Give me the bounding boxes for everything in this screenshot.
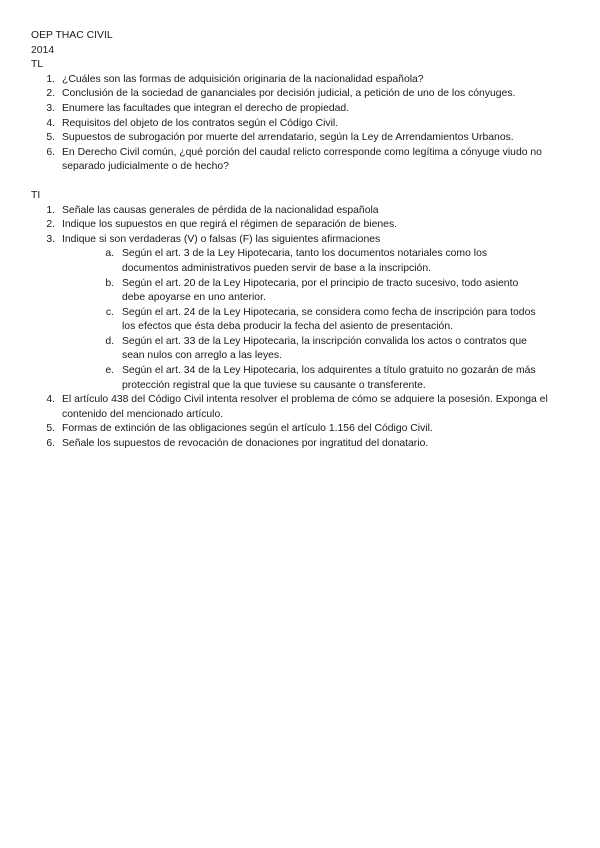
list-item [31, 437, 571, 452]
item-text: Según el art. 24 de la Ley Hipotecaria, se considera como fecha de inscripción para todos los efectos que ésta deba producir la fecha del asiento de presentación. [122, 306, 536, 333]
tl-question-list [31, 73, 571, 175]
item-text: Según el art. 3 de la Ley Hipotecaria, tanto los documentos notariales como los documentos administrativos pueden servir de base a la inscripción. [122, 248, 488, 274]
section-heading-tl: TL [31, 59, 44, 71]
list-item [31, 102, 571, 117]
item-letter: d. [105, 335, 114, 347]
list-item [31, 204, 571, 219]
item-text: Formas de extinción de las obligaciones según el artículo 1.156 del Código Civil. [62, 423, 433, 435]
item-number: 3. [46, 233, 55, 245]
sublist-item [62, 247, 571, 276]
section-spacer [31, 175, 571, 189]
list-item [31, 73, 571, 88]
item-text: Requisitos del objeto de los contratos según el Código Civil. [62, 117, 339, 129]
item-number: 4. [46, 394, 55, 406]
item-text: Señale las causas generales de pérdida de la nacionalidad española [62, 204, 379, 216]
item-text: Indique si son verdaderas (V) o falsas (F) las siguientes afirmaciones [62, 233, 381, 245]
document-body [31, 29, 571, 452]
list-item [31, 87, 571, 102]
list-item [31, 218, 571, 233]
document-year: 2014 [31, 44, 55, 56]
list-item [31, 146, 571, 175]
item-number: 2. [46, 88, 55, 100]
document-title: OEP THAC CIVIL [31, 30, 113, 41]
list-item [31, 117, 571, 132]
item-number: 2. [46, 219, 55, 231]
sublist-item [62, 306, 571, 335]
item-text: Señale los supuestos de revocación de donaciones por ingratitud del donatario. [62, 438, 429, 450]
item-text: Supuestos de subrogación por muerte del arrendatario, según la Ley de Arrendamientos Urbanos. [62, 132, 514, 144]
item-text: ¿Cuáles son las formas de adquisición originaria de la nacionalidad española? [62, 73, 424, 85]
item-letter: e. [105, 365, 114, 377]
item-number: 6. [46, 438, 55, 450]
item-number: 5. [46, 132, 55, 144]
item-number: 1. [46, 204, 55, 216]
item-text: Según el art. 34 de la Ley Hipotecaria, los adquirentes a título gratuito no gozarán de más protección registral que la que tuviese su causante o transferente. [122, 365, 536, 391]
item-text: El artículo 438 del Código Civil intenta resolver el problema de cómo se adquiere la posesión. Exponga el contenido del mencionado artículo. [62, 394, 548, 420]
true-false-sublist [62, 247, 571, 393]
item-text: Según el art. 20 de la Ley Hipotecaria, por el principio de tracto sucesivo, todo asiento debe apoyarse en uno anterior. [122, 277, 519, 304]
item-text: En Derecho Civil común, ¿qué porción del caudal relicto corresponde como legítima a cónyuge viudo no separado judicialmente o de hecho? [62, 146, 542, 173]
item-number: 1. [46, 73, 55, 85]
sublist-item [62, 335, 571, 364]
item-letter: a. [105, 248, 114, 260]
item-text: Según el art. 33 de la Ley Hipotecaria, la inscripción convalida los actos o contratos que sean nulos con arreglo a las leyes. [122, 335, 527, 362]
list-item [31, 422, 571, 437]
item-text: Conclusión de la sociedad de gananciales por decisión judicial, a petición de uno de los cónyuges. [62, 88, 516, 100]
item-letter: b. [105, 277, 114, 289]
item-number: 4. [46, 117, 55, 129]
sublist-item [62, 364, 571, 393]
section-heading-ti: TI [31, 189, 41, 201]
item-letter: c. [105, 306, 114, 318]
list-item [31, 233, 571, 394]
list-item [31, 131, 571, 146]
sublist-item [62, 277, 571, 306]
item-number: 5. [46, 423, 55, 435]
item-text: Enumere las facultades que integran el derecho de propiedad. [62, 102, 350, 114]
list-item [31, 393, 571, 422]
item-text: Indique los supuestos en que regirá el régimen de separación de bienes. [62, 219, 398, 231]
item-number: 6. [46, 146, 55, 158]
ti-question-list [31, 204, 571, 452]
item-number: 3. [46, 102, 55, 114]
